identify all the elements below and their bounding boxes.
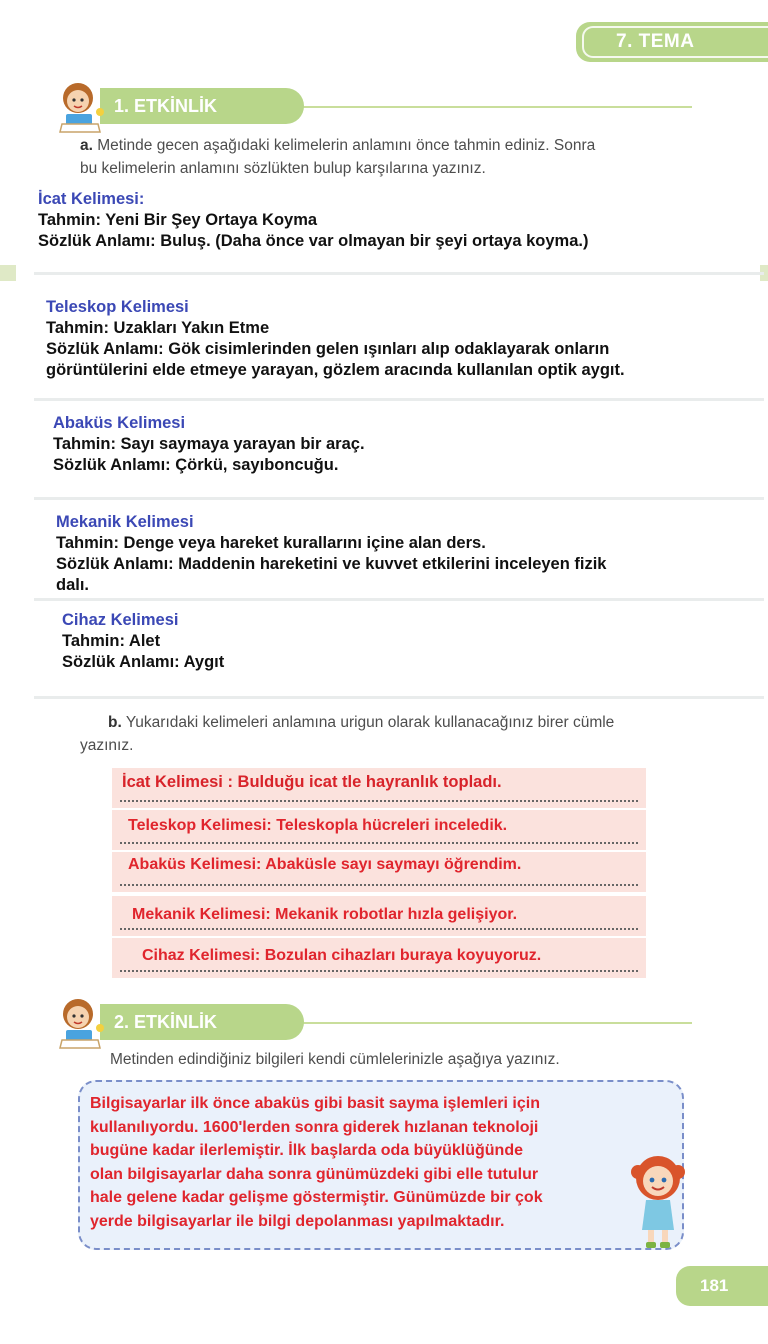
word-block-cihaz — [62, 610, 224, 673]
summary-text — [90, 1092, 625, 1233]
part-b-letter: b. — [108, 714, 122, 731]
word-definition: Sözlük Anlamı: Gök cisimlerinden gelen ışınları alıp odaklayarak onların — [46, 340, 610, 358]
sentence-text: İcat Kelimesi : Bulduğu icat tle hayranlık topladı. — [122, 773, 502, 791]
word-definition: Sözlük Anlamı: Buluş. (Daha önce var olmayan bir şeyi ortaya koyma.) — [38, 232, 589, 250]
summary-line: yerde bilgisayarlar ile bilgi depolanması yapılmaktadır. — [90, 1212, 505, 1230]
part-a-instruction-line1: Metinde gecen aşağıdaki kelimelerin anlamını önce tahmin ediniz. Sonra — [97, 137, 596, 154]
word-block-teleskop — [46, 297, 625, 381]
sentence-text: Cihaz Kelimesi: Bozulan cihazları buraya koyuyoruz. — [142, 947, 542, 964]
word-guess: Tahmin: Denge veya hareket kurallarını içine alan ders. — [56, 534, 486, 552]
activity2-title-pill — [100, 1004, 304, 1040]
side-mark-left — [0, 265, 16, 281]
sentence-row — [112, 768, 646, 808]
part-b-instruction-line2: yazınız. — [80, 737, 134, 754]
part-b-instruction — [80, 711, 614, 757]
summary-line: olan bilgisayarlar daha sonra günümüzdeki gibi elle tutulur — [90, 1165, 539, 1183]
activity2-header — [52, 992, 692, 1052]
sentence-row — [112, 852, 646, 892]
activity2-title: 2. ETKİNLİK — [114, 1011, 218, 1032]
word-definition: Sözlük Anlamı: Maddenin hareketini ve kuvvet etkilerini inceleyen fizik — [56, 555, 607, 573]
word-block-icat — [38, 189, 588, 252]
summary-line: kullanılıyordu. 1600'lerden sonra giderek hızlanan teknoloji — [90, 1118, 539, 1136]
sentence-text: Teleskop Kelimesi: Teleskopla hücreleri inceledik. — [128, 817, 508, 834]
activity1-title: 1. ETKİNLİK — [114, 95, 218, 116]
word-guess: Tahmin: Yeni Bir Şey Ortaya Koyma — [38, 211, 318, 229]
separator — [34, 272, 764, 275]
word-title: Mekanik Kelimesi — [56, 513, 194, 531]
word-definition-cont: dalı. — [56, 576, 90, 594]
part-a-letter: a. — [80, 137, 93, 154]
dotted-line — [120, 842, 638, 844]
sentence-row — [112, 896, 646, 936]
sentence-row — [112, 810, 646, 850]
page-number-tab — [676, 1266, 768, 1306]
theme-label: 7. TEMA — [616, 31, 695, 52]
theme-tab — [576, 22, 768, 62]
activity2-instruction: Metinden edindiğiniz bilgileri kendi cümlelerinizle aşağıya yazınız. — [110, 1051, 560, 1068]
reading-child-icon — [52, 992, 112, 1052]
word-title: Cihaz Kelimesi — [62, 611, 179, 629]
word-title: Abaküs Kelimesi — [53, 414, 186, 432]
separator — [34, 696, 764, 699]
word-definition: Sözlük Anlamı: Aygıt — [62, 653, 225, 671]
word-definition-cont: görüntülerini elde etmeye yarayan, gözlem aracında kullanılan optik aygıt. — [46, 361, 625, 379]
dotted-line — [120, 928, 638, 930]
separator — [34, 497, 764, 500]
word-guess: Tahmin: Uzakları Yakın Etme — [46, 319, 270, 337]
word-definition: Sözlük Anlamı: Çörkü, sayıboncuğu. — [53, 456, 339, 474]
word-title: İcat Kelimesi: — [38, 190, 145, 208]
summary-line: hale gelene kadar gelişme göstermiştir. Günümüzde bir çok — [90, 1189, 543, 1206]
separator — [34, 598, 764, 601]
part-b-instruction-line1: Yukarıdaki kelimeleri anlamına urigun olarak kullanacağınız birer cümle — [125, 714, 615, 731]
dotted-line — [120, 884, 638, 886]
girl-illustration-icon — [626, 1150, 690, 1250]
word-guess: Tahmin: Alet — [62, 632, 161, 650]
sentence-text: Abaküs Kelimesi: Abaküsle sayı saymayı öğrendim. — [128, 856, 522, 873]
separator — [34, 398, 764, 401]
word-block-abakus — [53, 413, 365, 476]
summary-line: Bilgisayarlar ilk önce abaküs gibi basit sayma işlemleri için — [90, 1095, 540, 1112]
sentence-row — [112, 938, 646, 978]
dotted-line — [120, 970, 638, 972]
part-a-instruction — [80, 134, 595, 180]
activity1-header — [52, 76, 692, 136]
dotted-line — [120, 800, 638, 802]
part-a-instruction-line2: bu kelimelerin anlamını sözlükten bulup karşılarına yazınız. — [80, 160, 486, 177]
word-guess: Tahmin: Sayı saymaya yarayan bir araç. — [53, 435, 365, 453]
reading-child-icon — [52, 76, 112, 136]
summary-line: bugüne kadar ilerlemiştir. İlk başlarda oda büyüklüğünde — [90, 1142, 523, 1159]
sentence-text: Mekanik Kelimesi: Mekanik robotlar hızla gelişiyor. — [132, 906, 518, 923]
word-title: Teleskop Kelimesi — [46, 298, 189, 316]
page-number: 181 — [700, 1276, 729, 1295]
word-block-mekanik — [56, 512, 606, 596]
activity1-title-pill — [100, 88, 304, 124]
